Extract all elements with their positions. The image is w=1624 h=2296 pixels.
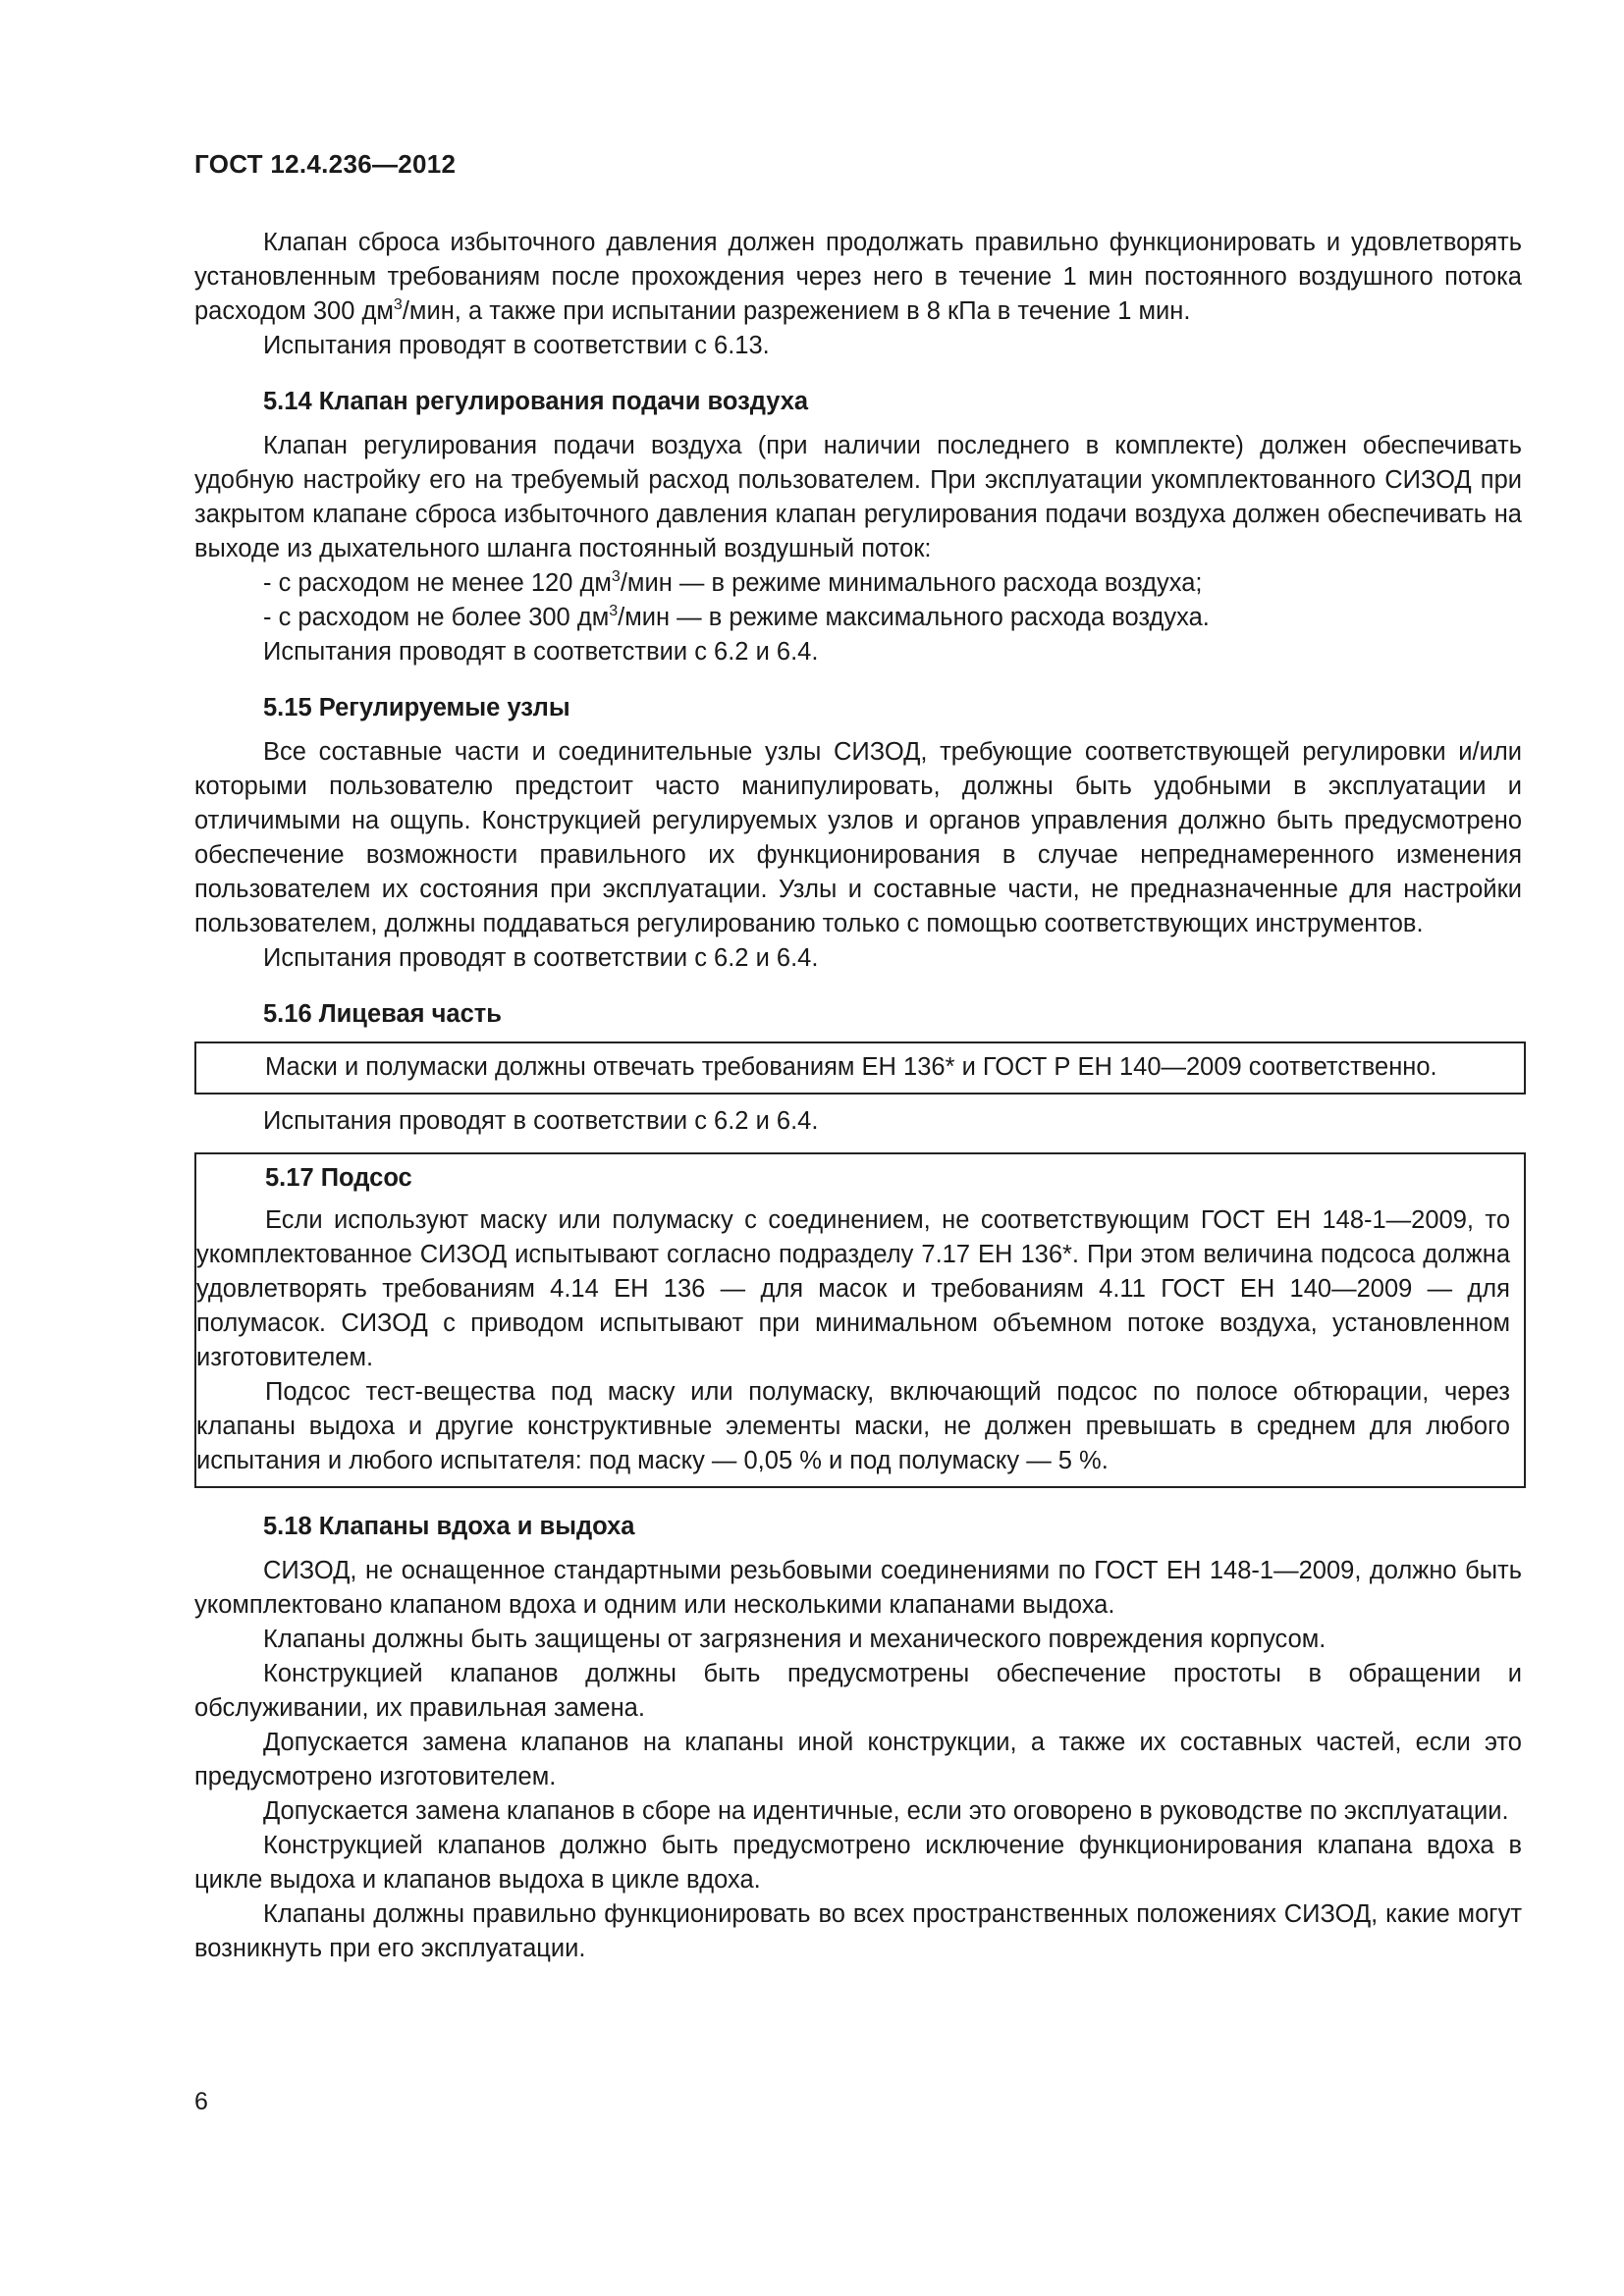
paragraph: Клапан сброса избыточного давления должен продолжать правильно функционировать и удовлетворять установленным требованиям после прохождения через него в течение 1 мин постоянного воздушного потока расходом 300 $дм^3$/мин, а также при испытании разрежением в 8 кПа в течение 1 мин. (194, 229, 1522, 325)
section-heading-5-15: 5.15 Регулируемые узлы (263, 694, 570, 721)
paragraph: СИЗОД, не оснащенное стандартными резьбовыми соединениями по ГОСТ ЕН 148-1—2009, должно быть укомплектовано клапаном вдоха и одним или несколькими клапанами выдоха. (194, 1557, 1522, 1619)
paragraph: Конструкцией клапанов должны быть предусмотрены обеспечение простоты в обращении и обслуживании, их правильная замена. (194, 1660, 1522, 1722)
paragraph: Конструкцией клапанов должно быть предусмотрено исключение функционирования клапана вдоха в цикле выдоха и клапанов выдоха в цикле вдоха. (194, 1832, 1522, 1894)
section-heading-5-16: 5.16 Лицевая часть (263, 1000, 502, 1028)
list-item: - с расходом не менее 120 $дм^3$/мин — в режиме минимального расхода воздуха; (263, 568, 1203, 597)
paragraph: Испытания проводят в соответствии с 6.2 и 6.4. (263, 944, 819, 972)
paragraph: Маски и полумаски должны отвечать требованиям ЕН 136* и ГОСТ Р ЕН 140—2009 соответственно. (265, 1053, 1437, 1081)
boxed-amendment-5-17 (194, 1152, 1526, 1488)
paragraph: Все составные части и соединительные узлы СИЗОД, требующие соответствующей регулировки и/или которыми пользователю предстоит часто манипулировать, должны быть удобными в эксплуатации и отличимыми на ощупь. Конструкцией регулируемых узлов и органов управления должно быть предусмотрено обеспечение возможности правильного их функционирования в случае непреднамеренного изменения пользователем их состояния при эксплуатации. Узлы и составные части, не предназначенные для настройки пользователем, должны поддаваться регулированию только с помощью соответствующих инструментов. (194, 738, 1522, 937)
paragraph: Испытания проводят в соответствии с 6.2 и 6.4. (263, 638, 819, 666)
section-heading-5-14: 5.14 Клапан регулирования подачи воздуха (263, 388, 809, 415)
paragraph: Допускается замена клапанов на клапаны иной конструкции, а также их составных частей, если это предусмотрено изготовителем. (194, 1729, 1522, 1790)
section-heading-5-18: 5.18 Клапаны вдоха и выдоха (263, 1513, 635, 1540)
document-header: ГОСТ 12.4.236—2012 (194, 149, 457, 179)
list-item: - с расходом не более 300 $дм^3$/мин — в режиме максимального расхода воздуха. (263, 603, 1210, 631)
paragraph: Клапан регулирования подачи воздуха (при наличии последнего в комплекте) должен обеспечивать удобную настройку его на требуемый расход пользователем. При эксплуатации укомплектованного СИЗОД при закрытом клапане сброса избыточного давления клапан регулирования подачи воздуха должен обеспечивать на выходе из дыхательного шланга постоянный воздушный поток: (194, 432, 1522, 562)
paragraph: Испытания проводят в соответствии с 6.13. (263, 332, 770, 359)
paragraph: Подсос тест-вещества под маску или полумаску, включающий подсос по полосе обтюрации, через клапаны выдоха и другие конструктивные элементы маски, не должен превышать в среднем для любого испытания и любого испытателя: под маску — 0,05 % и под полумаску — 5 %. (196, 1378, 1510, 1474)
section-heading-5-17: 5.17 Подсос (265, 1164, 412, 1192)
boxed-amendment-5-16 (194, 1041, 1526, 1095)
paragraph: Клапаны должны правильно функционировать во всех пространственных положениях СИЗОД, какие могут возникнуть при его эксплуатации. (194, 1900, 1522, 1962)
document-body (194, 226, 1522, 1966)
paragraph: Если используют маску или полумаску с соединением, не соответствующим ГОСТ ЕН 148-1—2009, то укомплектованное СИЗОД испытывают согласно подразделу 7.17 ЕН 136*. При этом величина подсоса должна удовлетворять требованиям 4.14 ЕН 136 — для масок и требованиям 4.11 ГОСТ ЕН 140—2009 — для полумасок. СИЗОД с приводом испытывают при минимальном объемном потоке воздуха, установленном изготовителем. (196, 1206, 1510, 1371)
paragraph: Испытания проводят в соответствии с 6.2 и 6.4. (263, 1107, 819, 1135)
paragraph: Клапаны должны быть защищены от загрязнения и механического повреждения корпусом. (263, 1626, 1326, 1653)
paragraph: Допускается замена клапанов в сборе на идентичные, если это оговорено в руководстве по эксплуатации. (263, 1797, 1509, 1825)
page-number: 6 (194, 2088, 208, 2115)
